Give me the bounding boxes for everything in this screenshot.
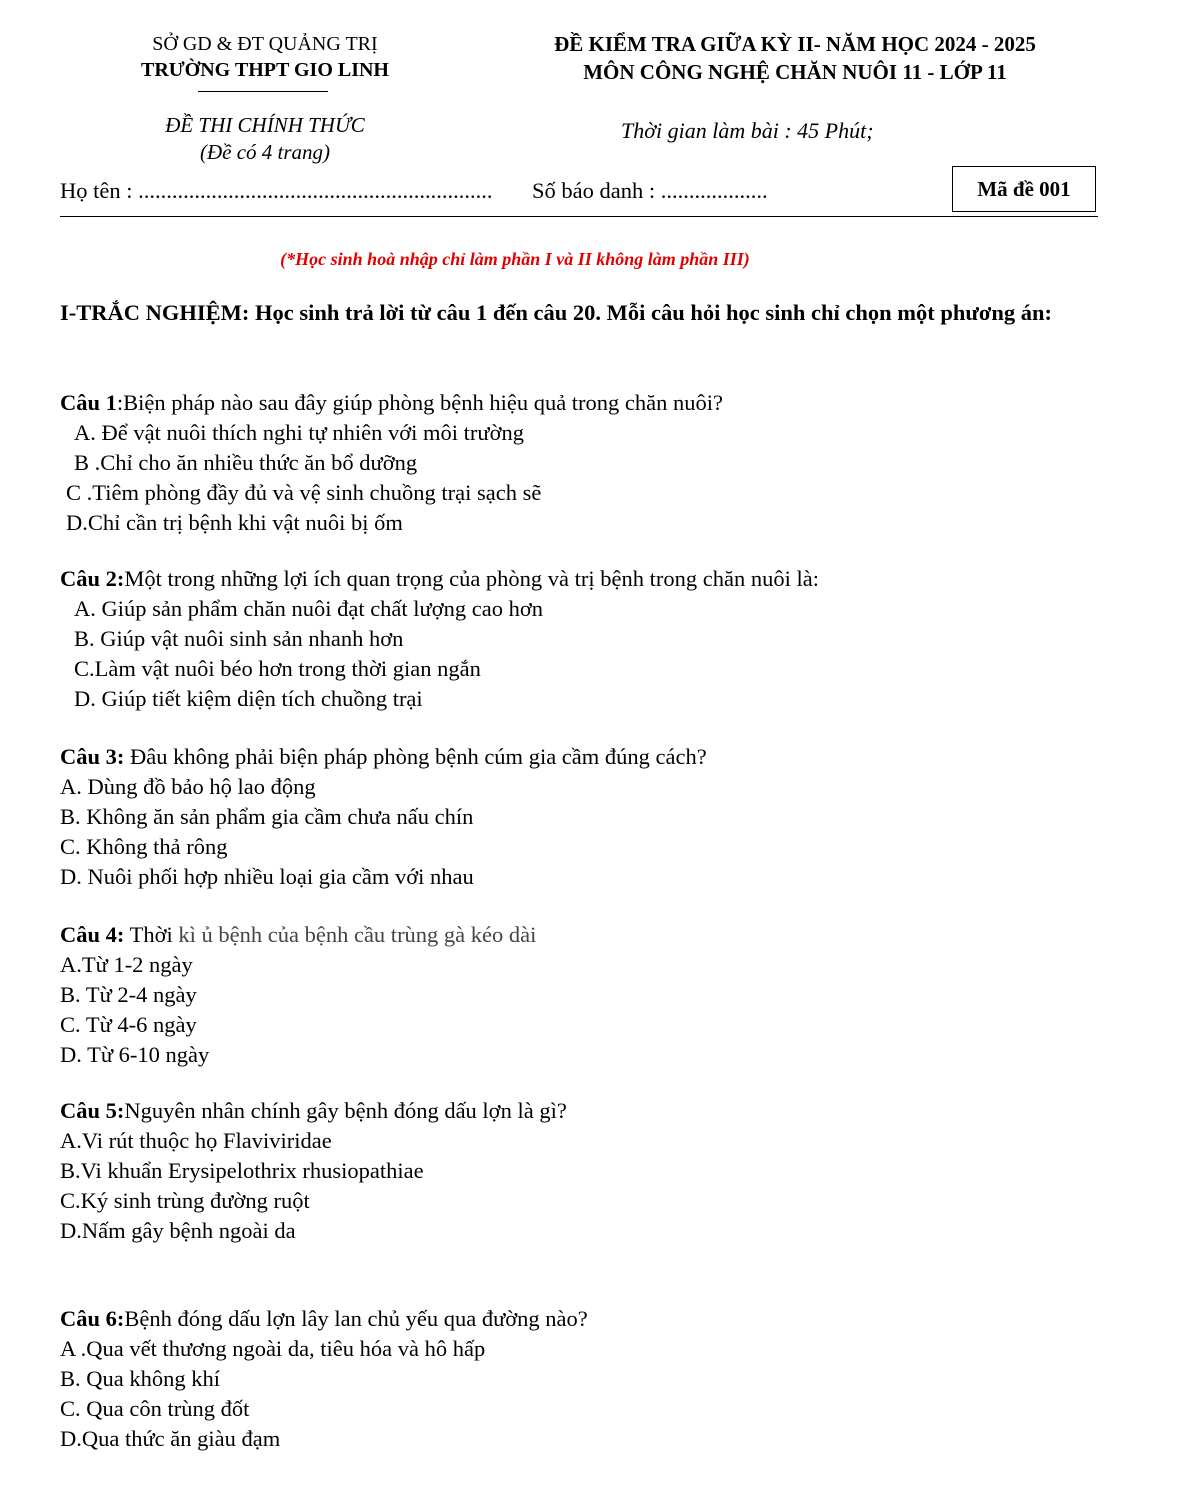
option: A .Qua vết thương ngoài da, tiêu hóa và hô hấp [60, 1336, 486, 1361]
option: A. Dùng đồ bảo hộ lao động [60, 774, 316, 799]
student-name-field: Họ tên : ............................................................... [60, 178, 493, 203]
option: D.Nấm gây bệnh ngoài da [60, 1218, 296, 1243]
option: D.Qua thức ăn giàu đạm [60, 1426, 281, 1451]
option: C. Qua côn trùng đốt [60, 1396, 250, 1421]
question-label: Câu 2: [60, 566, 125, 591]
option: C .Tiêm phòng đầy đủ và vệ sinh chuồng trại sạch sẽ [66, 480, 542, 505]
option: D. Từ 6-10 ngày [60, 1042, 210, 1067]
option: B. Từ 2-4 ngày [60, 982, 197, 1007]
option: A. Giúp sản phẩm chăn nuôi đạt chất lượng cao hơn [74, 596, 544, 621]
official-label: ĐỀ THI CHÍNH THỨC [165, 113, 365, 137]
school-underline [198, 91, 328, 92]
question-label: Câu 1 [60, 390, 117, 415]
question-label: Câu 6: [60, 1306, 125, 1331]
option: B. Không ăn sản phẩm gia cầm chưa nấu chín [60, 804, 474, 829]
option: A. Để vật nuôi thích nghi tự nhiên với môi trường [74, 420, 525, 445]
option: C.Làm vật nuôi béo hơn trong thời gian ngắn [74, 656, 481, 681]
option: C. Không thả rông [60, 834, 228, 859]
question-2 [60, 564, 819, 594]
question-label: Câu 4: [60, 922, 125, 947]
option: B .Chỉ cho ăn nhiều thức ăn bổ dưỡng [74, 450, 418, 475]
school-name: TRƯỜNG THPT GIO LINH [140, 59, 389, 81]
option: B. Giúp vật nuôi sinh sản nhanh hơn [74, 626, 404, 651]
section-title: I-TRẮC NGHIỆM: Học sinh trả lời từ câu 1 đến câu 20. Mỗi câu hỏi học sinh chỉ chọn một phương án: [60, 300, 1053, 325]
question-5 [60, 1096, 567, 1126]
question-text: Thời [124, 922, 179, 947]
inclusion-note: (*Học sinh hoà nhập chỉ làm phần I và II không làm phần III) [280, 249, 750, 269]
exam-title: ĐỀ KIỂM TRA GIỮA KỲ II- NĂM HỌC 2024 - 2025 [554, 32, 1036, 56]
option: D. Giúp tiết kiệm diện tích chuồng trại [74, 686, 423, 711]
question-text: Đâu không phải biện pháp phòng bệnh cúm gia cầm đúng cách? [124, 744, 707, 769]
exam-subject: MÔN CÔNG NGHỆ CHĂN NUÔI 11 - LỚP 11 [583, 60, 1007, 84]
exam-code: Mã đề 001 [977, 176, 1071, 201]
student-id-field: Số báo danh : ................... [532, 178, 768, 203]
question-text-gray: kì ủ bệnh của bệnh cầu trùng gà kéo dài [178, 922, 537, 947]
question-text: Một trong những lợi ích quan trọng của phòng và trị bệnh trong chăn nuôi là: [124, 566, 819, 591]
option: C. Từ 4-6 ngày [60, 1012, 197, 1037]
option: B.Vi khuẩn Erysipelothrix rhusiopathiae [60, 1158, 424, 1183]
header-divider [60, 216, 1098, 217]
option: C.Ký sinh trùng đường ruột [60, 1188, 310, 1213]
page-count: (Đề có 4 trang) [199, 140, 331, 164]
question-text: Bệnh đóng dấu lợn lây lan chủ yếu qua đường nào? [124, 1306, 588, 1331]
question-text: Nguyên nhân chính gây bệnh đóng dấu lợn là gì? [124, 1098, 567, 1123]
question-label: Câu 3: [60, 744, 125, 769]
option: D. Nuôi phối hợp nhiều loại gia cầm với nhau [60, 864, 474, 889]
option: B. Qua không khí [60, 1366, 220, 1391]
option: D.Chỉ cần trị bệnh khi vật nuôi bị ốm [66, 510, 403, 535]
question-text: :Biện pháp nào sau đây giúp phòng bệnh hiệu quả trong chăn nuôi? [116, 390, 724, 415]
question-1 [60, 388, 723, 418]
question-4 [60, 920, 536, 950]
exam-code-box [952, 166, 1096, 212]
exam-time: Thời gian làm bài : 45 Phút; [621, 118, 874, 143]
question-3 [60, 742, 707, 772]
option: A.Từ 1-2 ngày [60, 952, 193, 977]
option: A.Vi rút thuộc họ Flaviviridae [60, 1128, 332, 1153]
department-name: SỞ GD & ĐT QUẢNG TRỊ [152, 33, 378, 55]
question-6 [60, 1304, 588, 1334]
question-label: Câu 5: [60, 1098, 125, 1123]
